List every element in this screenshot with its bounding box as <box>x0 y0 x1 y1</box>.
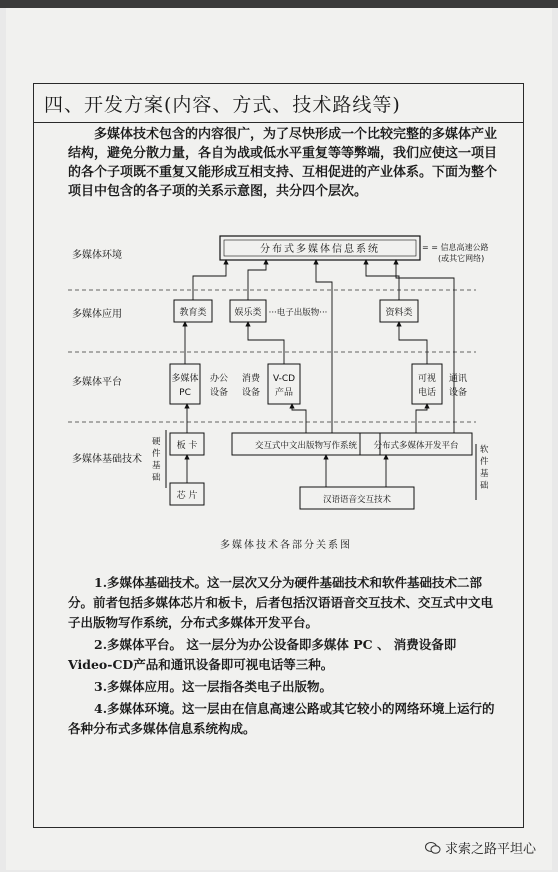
connector-writing-to-vcd <box>292 404 306 433</box>
list-item <box>68 699 498 739</box>
wechat-watermark-icon <box>425 841 441 859</box>
list-item <box>68 635 498 675</box>
layer-label-base: 多媒体基础技术 <box>72 454 142 465</box>
hw-base-1: 硬 <box>152 437 161 447</box>
hw-base-2: 件 <box>152 449 161 459</box>
section-title: 四、开发方案(内容、方式、技术路线等) <box>44 94 401 116</box>
diagram-caption: 多媒体技术各部分关系图 <box>220 540 352 551</box>
connector-dev-to-system <box>396 260 454 433</box>
chip-label: 芯 片 <box>176 491 198 501</box>
office-label-2: 设备 <box>210 388 229 398</box>
item-text: 3.多媒体应用。这一层指各类电子出版物。 <box>94 679 333 694</box>
item-text: 2.多媒体平台。 这一层分为办公设备即多媒体 PC 、 消费设备即Video-CD产品和通讯设备即可视电话等三种。 <box>68 637 457 672</box>
layer-label-platform: 多媒体平台 <box>72 377 122 388</box>
relationship-diagram <box>66 230 506 560</box>
writing-system-label: 交互式中文出版物写作系统 <box>254 441 358 451</box>
list-item <box>68 573 498 633</box>
consumer-label-1: 消费 <box>242 374 261 384</box>
connector-data-to-system <box>366 260 399 300</box>
speech-label: 汉语语音交互技术 <box>322 495 392 505</box>
intro-text: 多媒体技术包含的内容很广，为了尽快形成一个比较完整的多媒体产业结构，避免分散力量，各自为战或低水平重复等等弊端，我们应使这一项目的各个子项既不重复又能形成互相支持、互相促进的产业体系。下面为整个项目中包含的各子项的关系示意图，共分四个层次。 <box>68 127 498 199</box>
connector-writing-to-system <box>316 260 332 433</box>
distributed-system-label: 分布式多媒体信息系统 <box>260 244 380 255</box>
vcd-label-1: V-CD <box>272 374 296 384</box>
item-text: 4.多媒体环境。这一层由在信息高速公路或其它较小的网络环境上运行的各种分布式多媒体信息系统构成。 <box>68 701 495 736</box>
watermark <box>425 838 536 859</box>
hw-base-4: 础 <box>152 473 161 483</box>
ent-label: 娱乐类 <box>234 308 262 318</box>
hw-base-3: 基 <box>152 461 161 471</box>
highway-label-sub: (或其它网络) <box>438 254 485 263</box>
connector-edu-to-system <box>193 260 226 300</box>
item-list <box>68 573 498 741</box>
vcd-box <box>268 364 300 404</box>
board-label: 板 卡 <box>176 441 198 451</box>
item-text: 1.多媒体基础技术。这一层次又分为硬件基础技术和软件基础技术二部分。前者包括多媒体芯片和板卡，后者包括汉语语音交互技术、交互式中文电子出版物写作系统，分布式多媒体开发平台。 <box>68 575 494 630</box>
connector-ent-to-system <box>248 260 266 300</box>
sw-base-4: 础 <box>480 481 489 491</box>
epub-label: ···电子出版物··· <box>268 308 328 318</box>
videophone-label-2: 电话 <box>417 388 437 398</box>
edu-label: 教育类 <box>179 308 207 318</box>
dev-platform-label: 分布式多媒体开发平台 <box>373 441 459 451</box>
pc-box <box>170 364 200 404</box>
scan-top-edge <box>0 0 558 8</box>
watermark-text: 求索之路平坦心 <box>445 842 537 857</box>
pc-label-2: PC <box>179 388 191 398</box>
pc-label-1: 多媒体 <box>171 374 199 384</box>
office-label-1: 办公 <box>210 374 229 384</box>
connector-phone-to-app <box>399 322 427 364</box>
highway-label: = = 信息高速公路 <box>422 243 489 252</box>
sw-base-3: 基 <box>480 469 489 479</box>
comm-label-2: 设备 <box>449 388 468 398</box>
sw-base-1: 软 <box>480 445 489 455</box>
sw-base-2: 件 <box>480 457 489 467</box>
comm-label-1: 通讯 <box>449 374 468 384</box>
title-row <box>34 84 523 123</box>
intro-paragraph <box>68 125 498 201</box>
connector-dev-to-phone <box>416 404 427 433</box>
vcd-label-2: 产品 <box>274 388 294 398</box>
consumer-label-2: 设备 <box>242 388 261 398</box>
videophone-label-1: 可视 <box>417 374 437 384</box>
list-item <box>68 677 498 697</box>
layer-label-env: 多媒体环境 <box>72 250 122 261</box>
videophone-box <box>412 364 442 404</box>
connector-vcd-to-app <box>248 322 284 364</box>
layer-label-app: 多媒体应用 <box>72 309 122 320</box>
data-label: 资料类 <box>385 308 413 318</box>
